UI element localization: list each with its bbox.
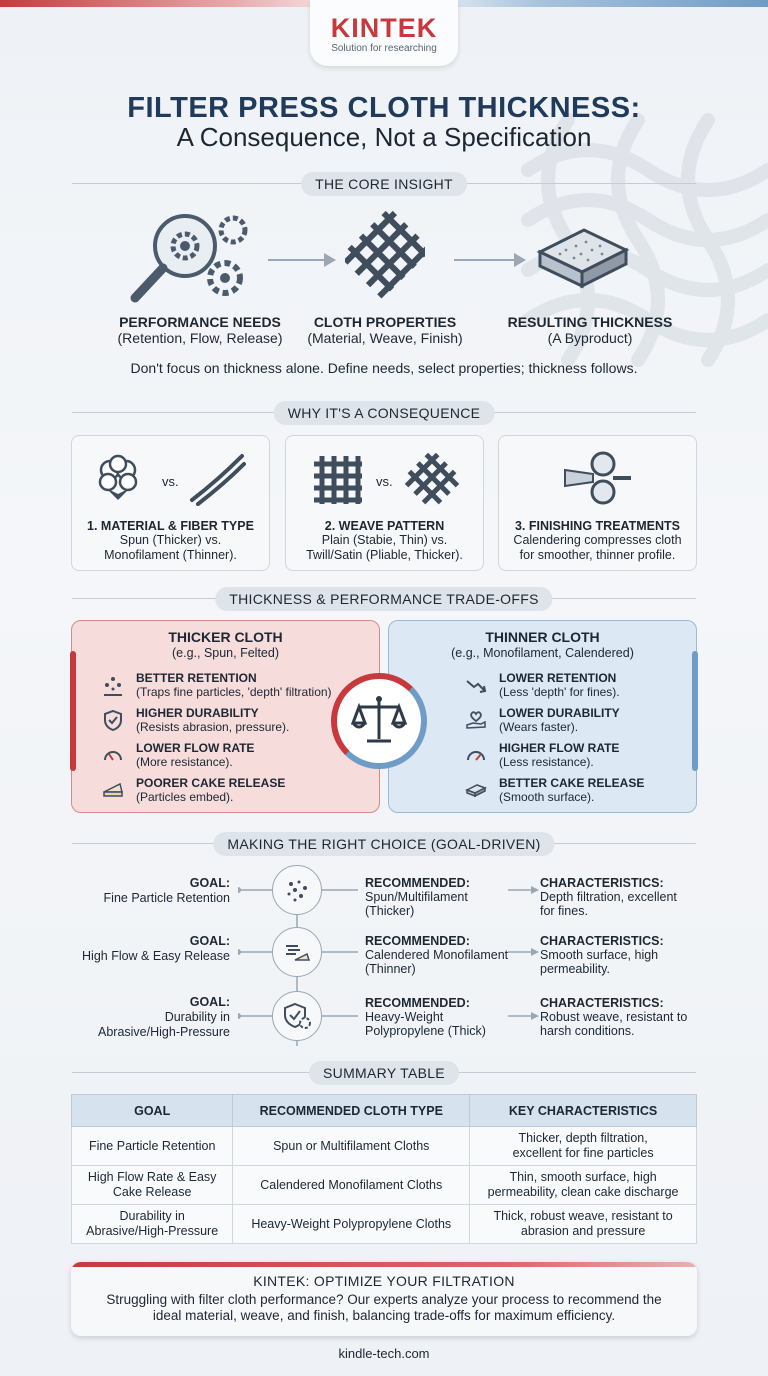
panel-title: THICKER CLOTH — [168, 629, 283, 645]
section-title: SUMMARY TABLE — [309, 1061, 459, 1085]
rec-value: Spun/Multifilament — [365, 890, 468, 904]
card-line: Calendering compresses cloth — [513, 533, 682, 547]
char-value: Smooth surface, high — [540, 948, 659, 962]
tradeoff-sub: (Traps fine particles, 'depth' filtration) — [136, 685, 332, 699]
cloth-slab-icon — [536, 222, 630, 294]
cell-text: Abrasive/High-Pressure — [86, 1224, 219, 1238]
char-label: CHARACTERISTICS: — [540, 996, 664, 1010]
section-why-consequence — [72, 401, 696, 425]
trend-down-icon — [465, 675, 487, 697]
section-title: THE CORE INSIGHT — [301, 172, 467, 196]
cell-text: Cake Release — [112, 1185, 192, 1199]
tradeoff-head: BETTER RETENTION — [136, 671, 257, 685]
panel-subtitle: (e.g., Monofilament, Calendered) — [451, 646, 634, 660]
card-line: Spun (Thicker) vs. — [119, 533, 222, 547]
table-cell — [72, 1166, 233, 1205]
section-tradeoffs — [72, 587, 696, 611]
cake-slice-icon — [102, 778, 124, 800]
plain-weave-icon — [310, 452, 366, 508]
card-text — [499, 519, 696, 563]
arrow-right-icon — [266, 250, 338, 270]
goal-label: GOAL: — [189, 876, 230, 890]
vs-label: vs. — [162, 474, 179, 489]
summary-table — [71, 1094, 697, 1244]
tradeoff-sub: (More resistance). — [136, 755, 233, 769]
card-line: for smoother, thinner profile. — [519, 548, 676, 562]
tradeoff-sub: (Smooth surface). — [499, 790, 595, 804]
gauge-icon — [465, 743, 487, 765]
core-item-sub: (A Byproduct) — [547, 330, 633, 346]
tradeoff-head: HIGHER DURABILITY — [136, 706, 259, 720]
vs-label: vs. — [376, 474, 393, 489]
core-item-sub: (Material, Weave, Finish) — [307, 330, 463, 346]
balance-scale-badge — [331, 673, 427, 769]
core-item-head: PERFORMANCE NEEDS — [119, 314, 281, 330]
table-cell — [72, 1127, 233, 1166]
cell-text: Thicker, depth filtration, — [518, 1131, 648, 1145]
tradeoff-head: BETTER CAKE RELEASE — [499, 776, 645, 790]
characteristics-text — [540, 996, 710, 1038]
panel-accent — [692, 651, 698, 771]
particles-icon — [102, 675, 124, 697]
thicker-item — [136, 776, 285, 804]
table-row — [72, 1205, 697, 1244]
tradeoff-sub: (Resists abrasion, pressure). — [136, 720, 290, 734]
card-text — [286, 519, 483, 563]
cell-text: High Flow Rate & Easy — [87, 1170, 217, 1184]
column-header: KEY CHARACTERISTICS — [470, 1095, 697, 1127]
core-item-properties — [290, 314, 480, 346]
balance-scale-icon — [351, 693, 407, 749]
goal-value: Abrasive/High-Pressure — [98, 1025, 230, 1039]
rec-value: (Thinner) — [365, 962, 416, 976]
goal-label: GOAL: — [189, 995, 230, 1009]
shield-gear-icon — [282, 1001, 312, 1031]
table-row — [72, 1127, 697, 1166]
rec-label: RECOMMENDED: — [365, 996, 470, 1010]
section-right-choice — [72, 832, 696, 856]
shield-check-icon — [102, 709, 124, 731]
brand-tagline: Solution for researching — [331, 43, 437, 54]
char-value: Depth filtration, excellent — [540, 890, 677, 904]
page-subtitle: A Consequence, Not a Specification — [176, 122, 592, 152]
table-cell — [470, 1166, 697, 1205]
char-value: harsh conditions. — [540, 1024, 635, 1038]
core-item-performance — [100, 314, 300, 346]
card-title: 2. WEAVE PATTERN — [324, 519, 445, 533]
card-line: Twill/Satin (Pliable, Thicker). — [306, 548, 463, 562]
thicker-item — [136, 706, 289, 734]
tradeoff-sub: (Less resistance). — [499, 755, 594, 769]
goal-value: High Flow & Easy Release — [82, 949, 230, 963]
cta-title: KINTEK: OPTIMIZE YOUR FILTRATION — [253, 1273, 515, 1289]
goal-value: Fine Particle Retention — [103, 891, 230, 905]
cell-text: Heavy-Weight Polypropylene Cloths — [251, 1216, 452, 1231]
goal-label: GOAL: — [189, 934, 230, 948]
tradeoff-head: LOWER FLOW RATE — [136, 741, 255, 755]
cotton-boll-icon — [96, 454, 140, 502]
section-summary-table — [72, 1061, 696, 1085]
table-row — [72, 1166, 697, 1205]
panel-thinner-cloth — [388, 620, 697, 813]
table-cell — [233, 1127, 470, 1166]
thicker-item — [136, 741, 254, 769]
calender-rollers-icon — [563, 450, 633, 506]
gauge-icon — [102, 743, 124, 765]
tradeoff-sub: (Wears faster). — [499, 720, 579, 734]
card-weave-pattern — [285, 435, 484, 571]
heart-hand-icon — [465, 709, 487, 731]
char-value: for fines. — [540, 904, 588, 918]
card-material-fiber — [71, 435, 270, 571]
section-core-insight — [72, 172, 696, 196]
card-line: Plain (Stabie, Thin) vs. — [321, 533, 448, 547]
cta-line: ideal material, weave, and finish, balancing trade-offs for maximum efficiency. — [152, 1308, 616, 1323]
column-header: GOAL — [72, 1095, 233, 1127]
rec-value: Polypropylene (Thick) — [365, 1024, 486, 1038]
cell-text: Durability in — [119, 1209, 185, 1223]
card-text — [72, 519, 269, 563]
recommended-text — [365, 996, 525, 1038]
panel-title: THINNER CLOTH — [485, 629, 600, 645]
thinner-item — [499, 741, 619, 769]
char-label: CHARACTERISTICS: — [540, 934, 664, 948]
thinner-item — [499, 706, 620, 734]
footer-website-link[interactable]: kindle-tech.com — [338, 1346, 430, 1361]
tradeoff-head: LOWER DURABILITY — [499, 706, 620, 720]
thicker-item — [136, 671, 332, 699]
panel-subtitle: (e.g., Spun, Felted) — [171, 646, 279, 660]
brand-name: KINTEK — [330, 13, 438, 43]
table-cell — [470, 1205, 697, 1244]
tradeoff-sub: (Less 'depth' for fines). — [499, 685, 620, 699]
rec-label: RECOMMENDED: — [365, 934, 470, 948]
column-header: RECOMMENDED CLOTH TYPE — [233, 1095, 470, 1127]
rec-value: Calendered Monofilament — [365, 948, 509, 962]
cell-text: Thin, smooth surface, high — [509, 1170, 657, 1184]
panel-accent — [70, 651, 76, 771]
cell-text: permeability, clean cake discharge — [487, 1185, 679, 1199]
char-label: CHARACTERISTICS: — [540, 876, 664, 890]
filament-strands-icon — [188, 450, 246, 506]
cell-text: excellent for fine particles — [512, 1146, 654, 1160]
page-title: FILTER PRESS CLOTH THICKNESS: — [127, 92, 641, 124]
arrow-right-icon — [452, 250, 528, 270]
section-title: THICKNESS & PERFORMANCE TRADE-OFFS — [215, 587, 552, 611]
goal-value: Durability in — [164, 1010, 230, 1024]
table-cell — [233, 1205, 470, 1244]
core-item-head: RESULTING THICKNESS — [507, 314, 673, 330]
thinner-item — [499, 776, 644, 804]
table-cell — [72, 1205, 233, 1244]
goal-text — [72, 934, 230, 964]
recommended-text — [365, 934, 525, 976]
char-value: Robust weave, resistant to — [540, 1010, 688, 1024]
tradeoff-head: HIGHER FLOW RATE — [499, 741, 620, 755]
cell-text: Calendered Monofilament Cloths — [260, 1177, 443, 1192]
cell-text: abrasion and pressure — [520, 1224, 646, 1238]
card-title: 1. MATERIAL & FIBER TYPE — [87, 519, 254, 533]
table-header-row — [72, 1095, 697, 1127]
table-cell — [233, 1166, 470, 1205]
core-item-head: CLOTH PROPERTIES — [313, 314, 457, 330]
recommended-text — [365, 876, 525, 918]
table-cell — [470, 1127, 697, 1166]
smooth-slab-icon — [465, 778, 487, 800]
goal-text — [72, 876, 230, 906]
rec-value: Heavy-Weight — [365, 1010, 444, 1024]
goal-icon-circle — [272, 927, 322, 977]
goal-icon-circle — [272, 991, 322, 1041]
card-finishing — [498, 435, 697, 571]
cta-banner[interactable] — [71, 1262, 697, 1336]
flow-cake-icon — [283, 938, 311, 966]
magnifier-gears-icon — [125, 208, 255, 308]
cell-text: Fine Particle Retention — [88, 1138, 216, 1153]
section-title: WHY IT'S A CONSEQUENCE — [274, 401, 495, 425]
twill-weave-icon — [402, 450, 462, 510]
tradeoff-head: LOWER RETENTION — [499, 671, 617, 685]
woven-mesh-icon — [345, 208, 425, 300]
card-title: 3. FINISHING TREATMENTS — [514, 519, 681, 533]
card-line: Monofilament (Thinner). — [104, 548, 237, 562]
cell-text: Spun or Multifilament Cloths — [273, 1138, 430, 1153]
brand-logo[interactable] — [310, 0, 458, 66]
tradeoff-sub: (Particles embed). — [136, 790, 234, 804]
tradeoff-head: POORER CAKE RELEASE — [136, 776, 286, 790]
core-item-thickness — [490, 314, 690, 346]
rec-label: RECOMMENDED: — [365, 876, 470, 890]
cta-line: Struggling with filter cloth performance? Our experts analyze your process to recommend the — [106, 1292, 662, 1307]
cta-body — [71, 1292, 697, 1324]
section-title: MAKING THE RIGHT CHOICE (GOAL-DRIVEN) — [213, 832, 554, 856]
characteristics-text — [540, 934, 710, 976]
cta-accent-bar — [71, 1262, 697, 1267]
characteristics-text — [540, 876, 710, 918]
rec-value: (Thicker) — [365, 904, 415, 918]
goal-icon-circle — [272, 865, 322, 915]
particles-circle-icon — [283, 876, 311, 904]
goal-text — [72, 995, 230, 1040]
cell-text: Thick, robust weave, resistant to — [493, 1209, 673, 1223]
core-insight-summary: Don't focus on thickness alone. Define needs, select properties; thickness follows. — [130, 360, 638, 376]
thinner-item — [499, 671, 620, 699]
core-item-sub: (Retention, Flow, Release) — [117, 330, 283, 346]
char-value: permeability. — [540, 962, 610, 976]
